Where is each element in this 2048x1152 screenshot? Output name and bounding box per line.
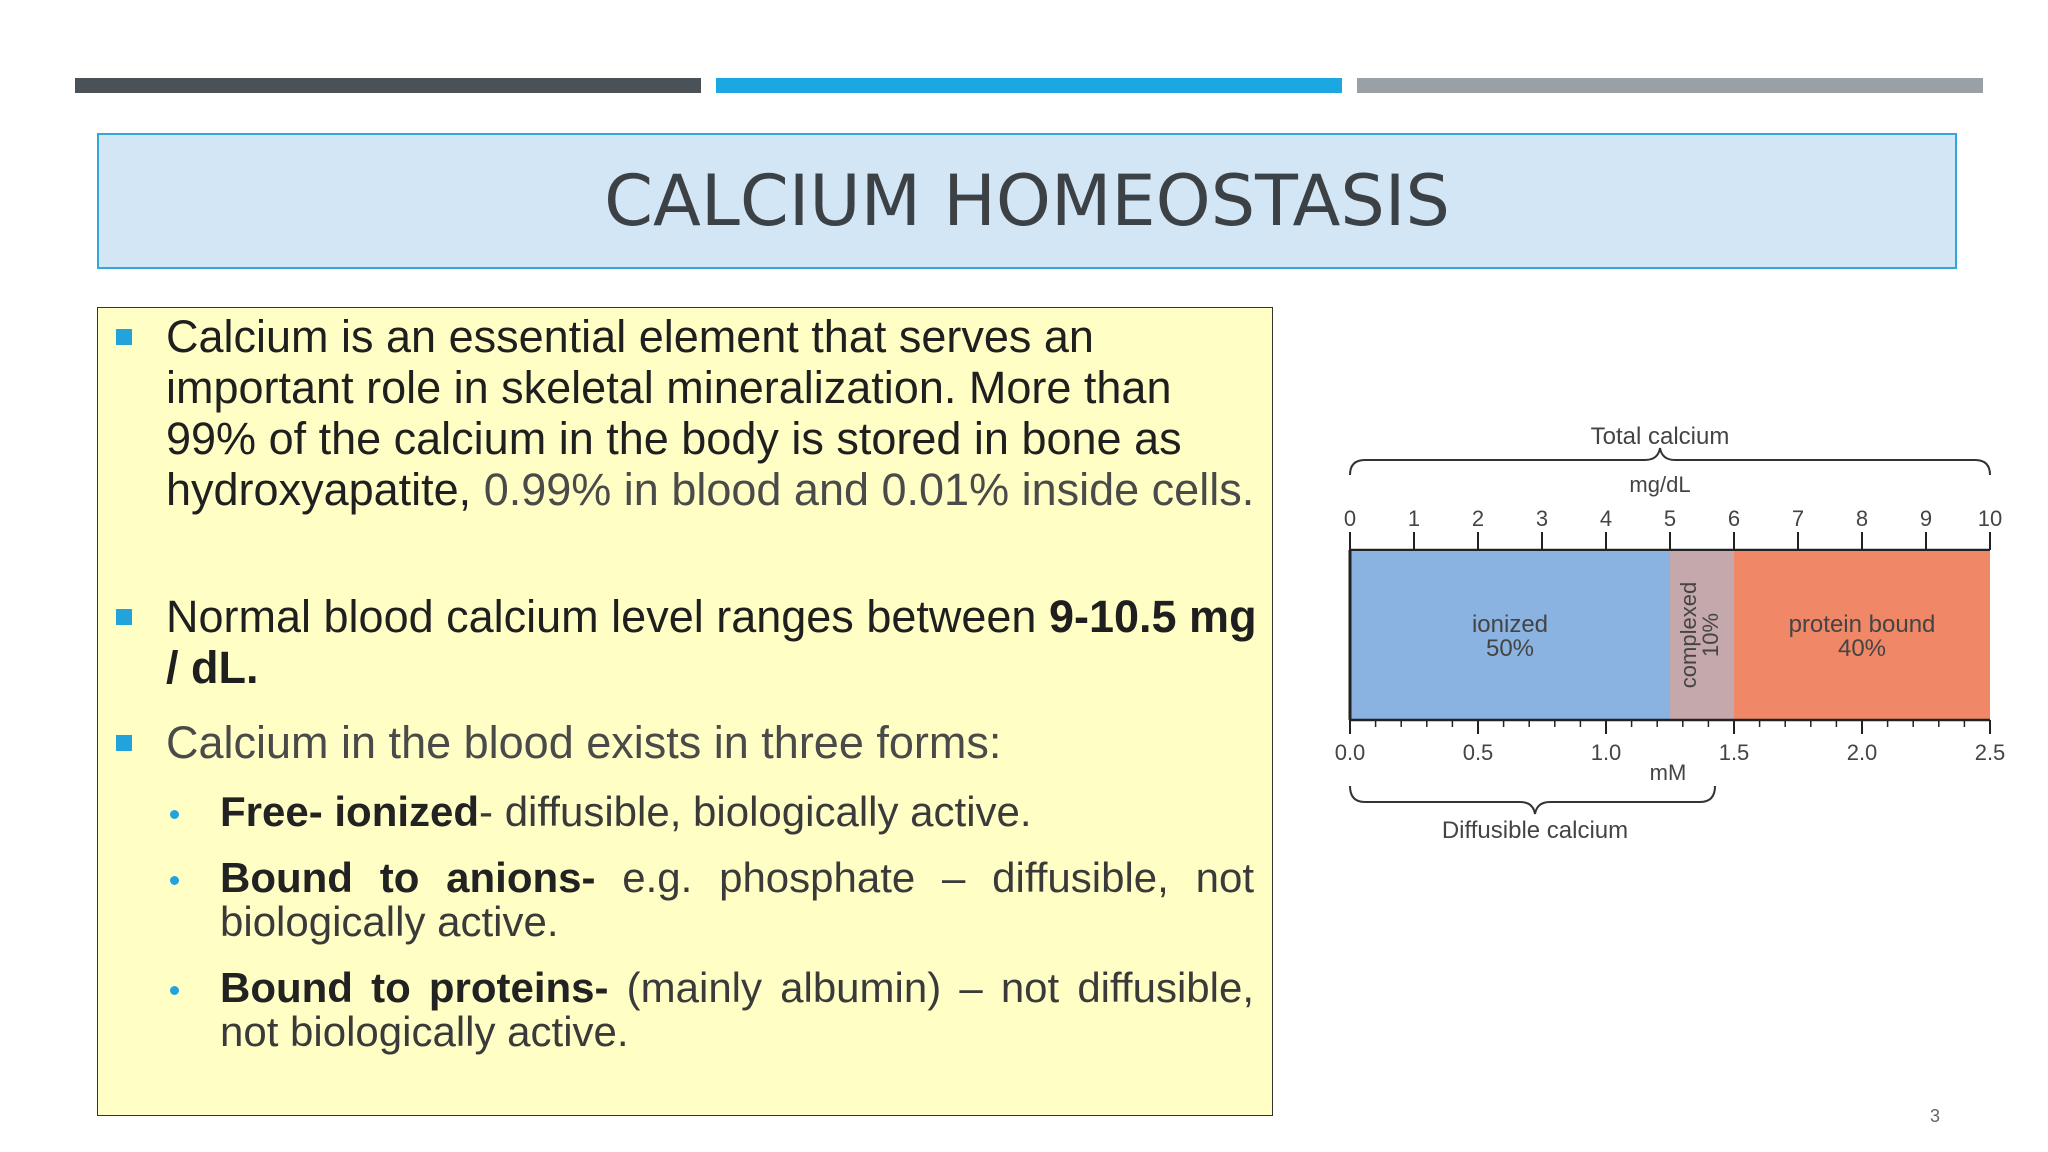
top-tick-label: 0 bbox=[1343, 506, 1357, 531]
segment-name-label: protein bound bbox=[1788, 611, 1936, 638]
sub-bullet-text bbox=[220, 966, 1254, 1054]
dot-bullet-icon bbox=[170, 986, 179, 995]
top-tick-label: 5 bbox=[1663, 506, 1677, 531]
segment-percent-label: 10% bbox=[1698, 612, 1723, 658]
page-number: 3 bbox=[1930, 1106, 1941, 1126]
top-bar-blue bbox=[716, 78, 1342, 93]
bullet-bold: 9-10.5 mg / dL. bbox=[166, 591, 1257, 693]
segment-name-label: ionized bbox=[1471, 611, 1549, 638]
bullet-intro: Normal blood calcium level ranges between bbox=[166, 591, 1049, 642]
bullet-text: Calcium in the blood exists in three forms: bbox=[166, 717, 1002, 768]
segment-percent-label: 50% bbox=[1485, 635, 1535, 662]
mm-unit-label: mM bbox=[1649, 760, 1687, 785]
bottom-tick-marks bbox=[1350, 720, 1990, 734]
bottom-tick-label: 1.0 bbox=[1590, 740, 1622, 765]
sub-bullet-text bbox=[220, 790, 1254, 834]
segment-name-label: complexed bbox=[1676, 581, 1701, 689]
bullet-text bbox=[166, 591, 1266, 693]
sub-bullet-desc: e.g. phosphate – diffusible, not biologically active. bbox=[220, 854, 1254, 945]
sub-bullet-bold: Free- ionized bbox=[220, 788, 480, 835]
top-bar-dark bbox=[75, 78, 701, 93]
top-tick-labels bbox=[1344, 506, 2002, 531]
bottom-tick-label: 0.5 bbox=[1462, 740, 1494, 765]
square-bullet-icon bbox=[116, 735, 132, 751]
top-tick-label: 6 bbox=[1727, 506, 1741, 531]
top-tick-label: 7 bbox=[1791, 506, 1805, 531]
top-tick-label: 4 bbox=[1599, 506, 1613, 531]
bullet-rest: 0.99% in blood and 0.01% inside cells. bbox=[471, 464, 1255, 515]
bullet-text bbox=[166, 311, 1266, 515]
top-tick-marks bbox=[1350, 532, 1990, 550]
total-calcium-label: Total calcium bbox=[1590, 423, 1730, 450]
bottom-tick-label: 2.0 bbox=[1846, 740, 1878, 765]
segment-percent-label: 40% bbox=[1837, 635, 1887, 662]
dot-bullet-icon bbox=[170, 810, 179, 819]
top-bar-gray bbox=[1357, 78, 1983, 93]
slide-title: CALCIUM HOMEOSTASIS bbox=[604, 160, 1450, 242]
bottom-tick-label: 2.5 bbox=[1974, 740, 2006, 765]
top-tick-label: 3 bbox=[1535, 506, 1549, 531]
square-bullet-icon bbox=[116, 609, 132, 625]
content-box bbox=[97, 307, 1273, 1116]
total-calcium-brace bbox=[1350, 448, 1990, 475]
segments-group bbox=[1350, 551, 1990, 719]
bottom-tick-label: 0.0 bbox=[1334, 740, 1366, 765]
bullet-intro: Calcium is an essential element that serves an important role in skeletal mineralization. More than 99% of the calcium in the body is stored in bone as hydroxyapatite, bbox=[166, 311, 1182, 515]
title-banner bbox=[97, 133, 1957, 269]
mgdl-unit-label: mg/dL bbox=[1629, 472, 1691, 497]
dot-bullet-icon bbox=[170, 876, 179, 885]
top-tick-label: 8 bbox=[1855, 506, 1869, 531]
top-tick-label: 9 bbox=[1919, 506, 1933, 531]
top-tick-label: 2 bbox=[1471, 506, 1485, 531]
bottom-tick-label: 1.5 bbox=[1718, 740, 1750, 765]
sub-bullet-bold: Bound to proteins- bbox=[220, 964, 609, 1011]
sub-bullet-text bbox=[220, 856, 1254, 944]
calcium-distribution-diagram bbox=[1320, 420, 2020, 860]
sub-bullet-bold: Bound to anions- bbox=[220, 854, 596, 901]
sub-bullet-desc: - diffusible, biologically active. bbox=[479, 788, 1032, 835]
square-bullet-icon bbox=[116, 329, 132, 345]
diffusible-calcium-brace bbox=[1350, 786, 1715, 814]
top-tick-label: 10 bbox=[1977, 506, 2003, 531]
top-tick-label: 1 bbox=[1407, 506, 1421, 531]
sub-bullet-desc: (mainly albumin) – not diffusible, not biologically active. bbox=[220, 964, 1255, 1055]
diffusible-calcium-label: Diffusible calcium bbox=[1441, 817, 1629, 844]
